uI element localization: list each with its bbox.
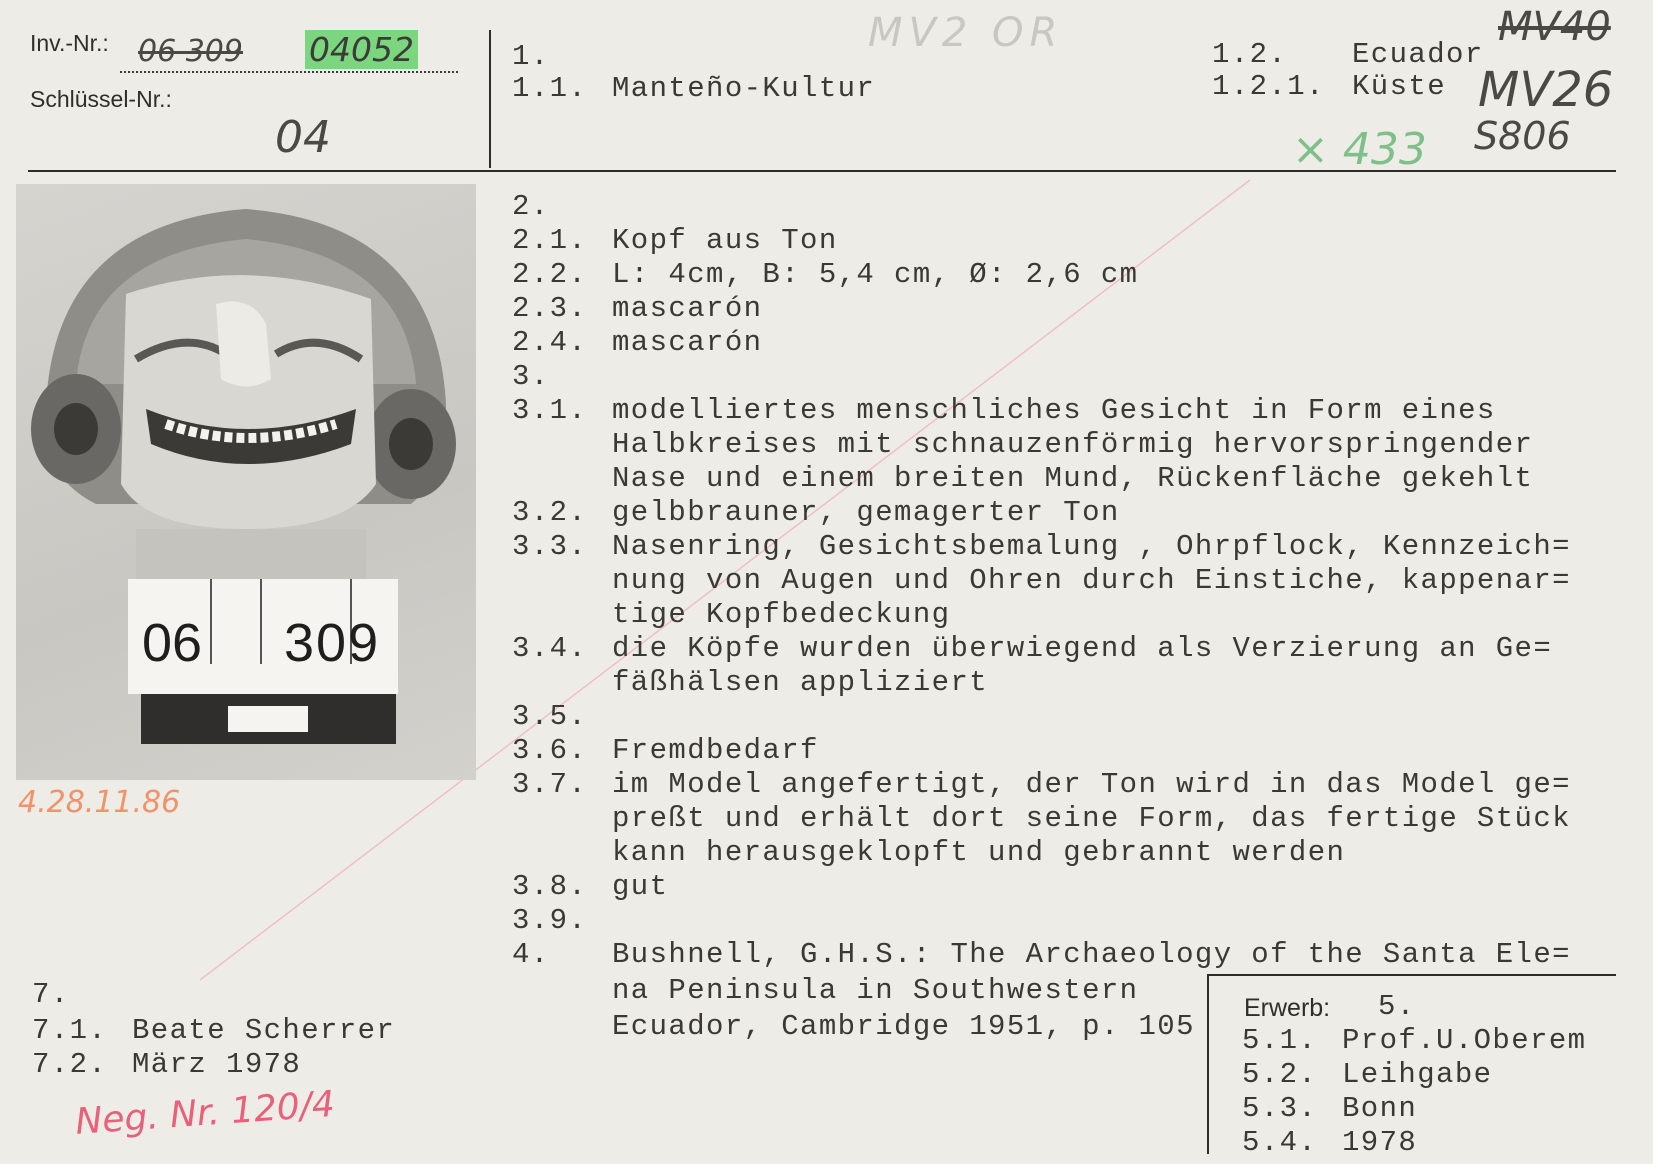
field-3-7: 3.7. im Model angefertigt, der Ton wird in das Model ge=: [512, 768, 1571, 801]
header-vertical-divider: [489, 30, 491, 168]
field-5-4: 5.4. 1978: [1242, 1126, 1418, 1159]
field-3-6: 3.6. Fremdbedarf: [512, 734, 819, 767]
field-4-line-2: na Peninsula in Southwestern: [612, 974, 1139, 1007]
field-4-line-3: Ecuador, Cambridge 1951, p. 105: [612, 1010, 1195, 1043]
photo-date-note: 4.28.11.86: [18, 785, 181, 820]
field-3-number: 3.: [512, 360, 550, 393]
code-x-number: × 433: [1292, 124, 1427, 175]
field-3-3: 3.3. Nasenring, Gesichtsbemalung , Ohrpflock, Kennzeich=: [512, 530, 1571, 563]
field-5-number: 5.: [1378, 990, 1416, 1023]
field-3-1-line-3: Nase und einem breiten Mund, Rückenfläche gekehlt: [612, 462, 1534, 495]
field-5-2: 5.2. Leihgabe: [1242, 1058, 1493, 1091]
photo-label-left: 06: [142, 613, 203, 673]
field-3-3-line-2: nung von Augen und Ohren durch Einstiche, kappenar=: [612, 564, 1571, 597]
field-2-2: 2.2. L: 4cm, B: 5,4 cm, Ø: 2,6 cm: [512, 258, 1139, 291]
negative-number-note: Neg. Nr. 120/4: [74, 1083, 337, 1143]
field-3-4: 3.4. die Köpfe wurden überwiegend als Verzierung an Ge=: [512, 632, 1553, 665]
field-1-2: 1.2. Ecuador: [1212, 38, 1484, 71]
object-photo: [16, 184, 476, 780]
erwerb-box-top-rule: [1209, 974, 1616, 976]
faint-stamp-mark: MV2 OR: [868, 10, 1064, 56]
field-3-8: 3.8. gut: [512, 870, 669, 903]
schluessel-nr-value: 04: [275, 112, 331, 163]
erwerb-box-left-rule: [1207, 974, 1209, 1154]
inv-nr-new: 04052: [305, 30, 418, 69]
clay-head-image: [16, 184, 476, 780]
field-5-1: 5.1. Prof.U.Oberem: [1242, 1024, 1587, 1057]
field-7-1: 7.1. Beate Scherrer: [32, 1014, 396, 1047]
code-s: S806: [1474, 114, 1571, 158]
field-1-2-1: 1.2.1. Küste: [1212, 70, 1447, 103]
field-2-4: 2.4. mascarón: [512, 326, 763, 359]
code-struck: MV40: [1498, 4, 1611, 50]
erwerb-label: Erwerb:: [1244, 994, 1331, 1022]
field-3-7-line-3: kann herausgeklopft und gebrannt werden: [612, 836, 1346, 869]
field-7-2: 7.2. März 1978: [32, 1048, 302, 1081]
field-2-number: 2.: [512, 190, 550, 223]
code-mv: MV26: [1478, 62, 1614, 118]
field-1-number: 1.: [512, 40, 550, 73]
field-2-3: 2.3. mascarón: [512, 292, 763, 325]
field-3-7-line-2: preßt und erhält dort seine Form, das fertige Stück: [612, 802, 1571, 835]
field-3-2: 3.2. gelbbrauner, gemagerter Ton: [512, 496, 1120, 529]
inv-nr-dotted-line: [120, 71, 458, 73]
field-4: 4. Bushnell, G.H.S.: The Archaeology of the Santa Ele=: [512, 938, 1571, 971]
field-3-4-line-2: fäßhälsen appliziert: [612, 666, 989, 699]
field-3-1-line-2: Halbkreises mit schnauzenförmig hervorspringender: [612, 428, 1534, 461]
field-7-number: 7.: [32, 978, 70, 1011]
field-3-3-line-3: tige Kopfbedeckung: [612, 598, 951, 631]
inv-nr-label: Inv.-Nr.:: [30, 30, 109, 56]
field-3-9: 3.9.: [512, 904, 588, 937]
schluessel-nr-label: Schlüssel-Nr.:: [30, 86, 172, 112]
photo-label-right: 309: [284, 613, 381, 673]
inv-nr-old: 06 309: [138, 34, 243, 69]
field-2-1: 2.1. Kopf aus Ton: [512, 224, 838, 257]
field-3-5: 3.5.: [512, 700, 588, 733]
field-5-3: 5.3. Bonn: [1242, 1092, 1418, 1125]
field-3-1: 3.1. modelliertes menschliches Gesicht in Form eines: [512, 394, 1496, 427]
field-1-1: 1.1. Manteño-Kultur: [512, 72, 876, 105]
